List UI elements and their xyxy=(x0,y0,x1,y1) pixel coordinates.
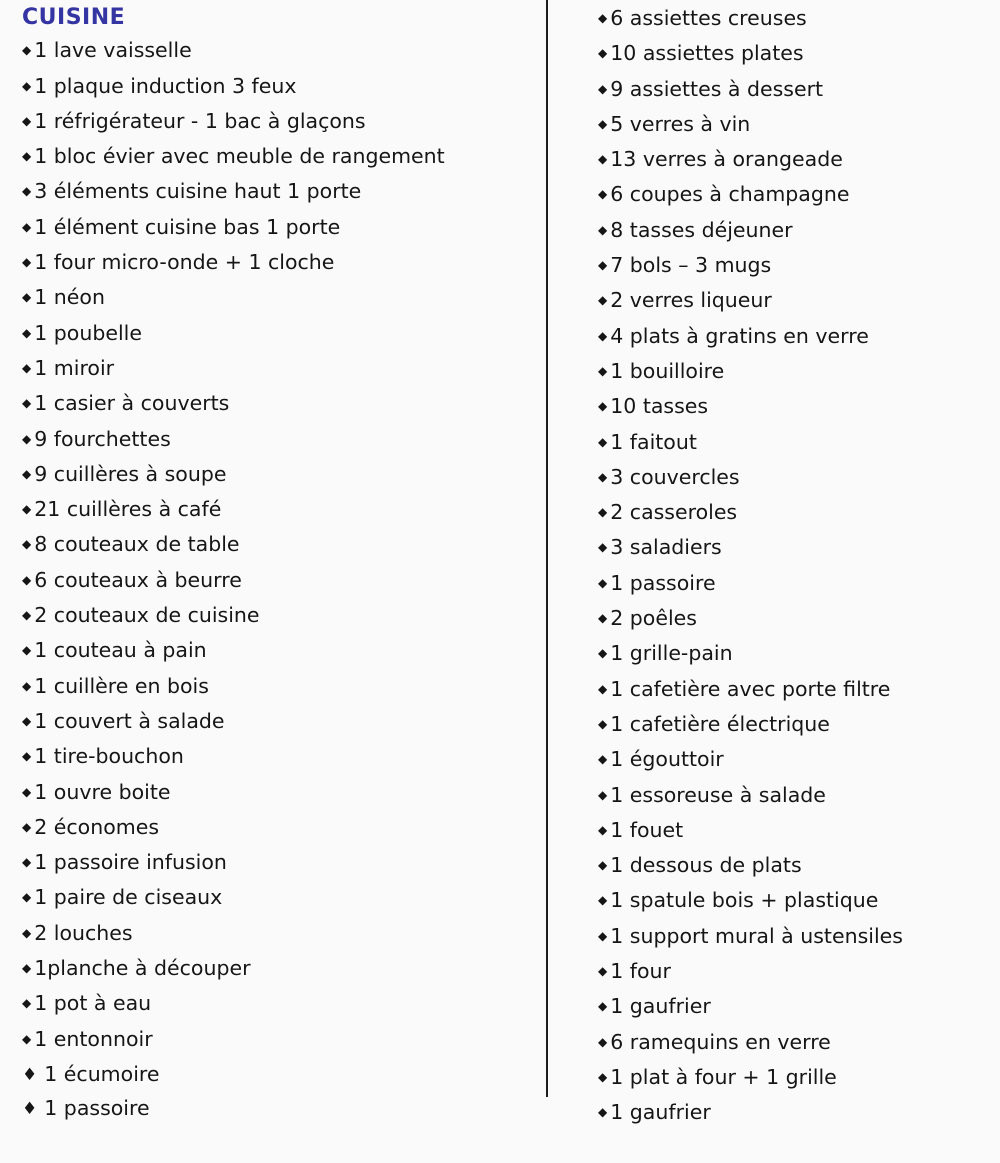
list-item xyxy=(598,390,993,425)
list-item xyxy=(598,673,993,708)
item-text: 1 paire de ciseaux xyxy=(34,885,223,910)
list-item xyxy=(22,34,532,69)
list-item xyxy=(22,1092,532,1126)
diamond-bullet-icon: ◆ xyxy=(598,11,608,25)
diamond-bullet-icon: ◆ xyxy=(598,928,608,943)
diamond-bullet-icon: ◆ xyxy=(22,184,32,199)
item-text: 3 saladiers xyxy=(610,535,722,560)
diamond-bullet-icon: ◆ xyxy=(22,678,32,693)
item-text: 1 passoire xyxy=(44,1096,150,1121)
diamond-bullet-icon: ◆ xyxy=(598,293,608,308)
diamond-bullet-icon: ◆ xyxy=(598,681,608,696)
diamond-bullet-icon: ♦ xyxy=(22,1099,38,1120)
list-item xyxy=(598,602,993,637)
right-item-list xyxy=(598,2,993,1132)
list-item xyxy=(22,740,532,775)
list-item xyxy=(22,987,532,1022)
item-text: 1 entonnoir xyxy=(34,1026,153,1051)
diamond-bullet-icon: ◆ xyxy=(598,363,608,378)
item-text: 1 réfrigérateur - 1 bac à glaçons xyxy=(34,108,366,133)
list-item xyxy=(22,634,532,669)
diamond-bullet-icon: ◆ xyxy=(22,396,32,411)
item-text: 1 four xyxy=(610,959,671,984)
list-item xyxy=(598,708,993,743)
item-text: 2 poêles xyxy=(610,606,697,631)
item-text: 9 assiettes à dessert xyxy=(610,76,824,101)
list-item xyxy=(598,920,993,955)
item-text: 2 louches xyxy=(34,920,133,945)
item-text: 6 couteaux à beurre xyxy=(34,567,242,592)
item-text: 6 coupes à champagne xyxy=(610,182,850,207)
item-text: 21 cuillères à café xyxy=(34,497,222,522)
diamond-bullet-icon: ◆ xyxy=(22,1031,32,1046)
item-text: 1 bouilloire xyxy=(610,358,725,383)
item-text: 13 verres à orangeade xyxy=(610,147,843,172)
diamond-bullet-icon: ◆ xyxy=(22,502,32,517)
item-text: 1 dessous de plats xyxy=(610,853,802,878)
item-text: 8 couteaux de table xyxy=(34,532,240,557)
item-text: 1 égouttoir xyxy=(610,747,724,772)
list-item xyxy=(22,387,532,422)
diamond-bullet-icon: ◆ xyxy=(598,646,608,661)
item-text: 1 plaque induction 3 feux xyxy=(34,73,297,98)
list-item xyxy=(22,281,532,316)
list-item xyxy=(22,846,532,881)
item-text: 1 cafetière avec porte filtre xyxy=(610,676,891,701)
list-item xyxy=(598,779,993,814)
list-item xyxy=(22,599,532,634)
diamond-bullet-icon: ◆ xyxy=(598,222,608,237)
list-item xyxy=(598,143,993,178)
item-text: 2 économes xyxy=(34,814,160,839)
left-item-list xyxy=(22,34,532,1126)
list-item xyxy=(598,284,993,319)
list-item xyxy=(598,214,993,249)
list-item xyxy=(22,952,532,987)
diamond-bullet-icon: ◆ xyxy=(598,893,608,908)
item-text: 6 ramequins en verre xyxy=(610,1029,831,1054)
item-text: 1 plat à four + 1 grille xyxy=(610,1064,837,1089)
diamond-bullet-icon: ◆ xyxy=(598,716,608,731)
item-text: 4 plats à gratins en verre xyxy=(610,323,869,348)
diamond-bullet-icon: ◆ xyxy=(598,1069,608,1084)
diamond-bullet-icon: ◆ xyxy=(22,749,32,764)
diamond-bullet-icon: ◆ xyxy=(598,46,608,61)
diamond-bullet-icon: ◆ xyxy=(598,152,608,167)
item-text: 9 cuillères à soupe xyxy=(34,461,227,486)
diamond-bullet-icon: ◆ xyxy=(22,360,32,375)
diamond-bullet-icon: ◆ xyxy=(598,858,608,873)
item-text: 1 miroir xyxy=(34,355,115,380)
list-item xyxy=(598,73,993,108)
list-item xyxy=(598,1061,993,1096)
diamond-bullet-icon: ◆ xyxy=(22,537,32,552)
item-text: 1 tire-bouchon xyxy=(34,744,184,769)
diamond-bullet-icon: ◆ xyxy=(22,996,32,1011)
diamond-bullet-icon: ◆ xyxy=(598,1034,608,1049)
right-column xyxy=(598,2,993,1132)
item-text: 1 écumoire xyxy=(44,1061,160,1086)
list-item xyxy=(598,320,993,355)
diamond-bullet-icon: ◆ xyxy=(598,81,608,96)
list-item xyxy=(598,567,993,602)
list-item xyxy=(22,352,532,387)
list-item xyxy=(598,37,993,72)
diamond-bullet-icon: ◆ xyxy=(22,325,32,340)
list-item xyxy=(22,211,532,246)
diamond-bullet-icon: ◆ xyxy=(22,466,32,481)
item-text: 10 assiettes plates xyxy=(610,41,804,66)
list-item xyxy=(598,743,993,778)
list-item xyxy=(22,246,532,281)
diamond-bullet-icon: ◆ xyxy=(22,819,32,834)
diamond-bullet-icon: ◆ xyxy=(598,611,608,626)
item-text: 7 bols – 3 mugs xyxy=(610,253,772,278)
list-item xyxy=(22,811,532,846)
list-item xyxy=(598,461,993,496)
item-text: 1 cafetière électrique xyxy=(610,711,830,736)
item-text: 1 poubelle xyxy=(34,320,142,345)
diamond-bullet-icon: ◆ xyxy=(598,964,608,979)
diamond-bullet-icon: ◆ xyxy=(598,187,608,202)
diamond-bullet-icon: ◆ xyxy=(598,575,608,590)
list-item xyxy=(598,178,993,213)
list-item xyxy=(598,990,993,1025)
diamond-bullet-icon: ◆ xyxy=(22,784,32,799)
diamond-bullet-icon: ◆ xyxy=(22,643,32,658)
diamond-bullet-icon: ◆ xyxy=(22,961,32,976)
list-item xyxy=(22,70,532,105)
list-item xyxy=(22,317,532,352)
list-item xyxy=(598,496,993,531)
item-text: 1 pot à eau xyxy=(34,991,152,1016)
list-item xyxy=(598,531,993,566)
diamond-bullet-icon: ◆ xyxy=(598,469,608,484)
diamond-bullet-icon: ◆ xyxy=(22,713,32,728)
item-text: 1 néon xyxy=(34,285,105,310)
diamond-bullet-icon: ♦ xyxy=(22,1064,38,1085)
diamond-bullet-icon: ◆ xyxy=(22,855,32,870)
list-item xyxy=(22,1058,532,1092)
list-item xyxy=(22,423,532,458)
list-item xyxy=(598,884,993,919)
diamond-bullet-icon: ◆ xyxy=(22,290,32,305)
diamond-bullet-icon: ◆ xyxy=(598,328,608,343)
item-text: 1 faitout xyxy=(610,429,697,454)
item-text: 1 gaufrier xyxy=(610,994,711,1019)
item-text: 1 passoire xyxy=(610,570,716,595)
list-item xyxy=(22,175,532,210)
item-text: 1 ouvre boite xyxy=(34,779,171,804)
item-text: 1planche à découper xyxy=(34,956,251,981)
diamond-bullet-icon: ◆ xyxy=(598,116,608,131)
item-text: 1 couteau à pain xyxy=(34,638,207,663)
diamond-bullet-icon: ◆ xyxy=(598,787,608,802)
list-item xyxy=(598,2,993,37)
item-text: 2 casseroles xyxy=(610,500,738,525)
diamond-bullet-icon: ◆ xyxy=(598,434,608,449)
list-item xyxy=(598,249,993,284)
item-text: 8 tasses déjeuner xyxy=(610,217,793,242)
item-text: 2 couteaux de cuisine xyxy=(34,603,260,628)
diamond-bullet-icon: ◆ xyxy=(598,540,608,555)
list-item xyxy=(598,426,993,461)
diamond-bullet-icon: ◆ xyxy=(22,43,32,58)
column-divider-line xyxy=(546,0,548,1097)
item-text: 10 tasses xyxy=(610,394,709,419)
item-text: 1 four micro-onde + 1 cloche xyxy=(34,250,335,275)
list-item xyxy=(22,458,532,493)
diamond-bullet-icon: ◆ xyxy=(22,925,32,940)
list-item xyxy=(598,108,993,143)
diamond-bullet-icon: ◆ xyxy=(598,399,608,414)
list-item xyxy=(598,955,993,990)
item-text: 6 assiettes creuses xyxy=(610,6,807,30)
diamond-bullet-icon: ◆ xyxy=(22,78,32,93)
item-text: 1 passoire infusion xyxy=(34,850,227,875)
diamond-bullet-icon: ◆ xyxy=(22,608,32,623)
list-item xyxy=(598,637,993,672)
list-item xyxy=(22,564,532,599)
item-text: 9 fourchettes xyxy=(34,426,171,451)
list-item xyxy=(22,105,532,140)
item-text: 3 éléments cuisine haut 1 porte xyxy=(34,179,362,204)
list-item xyxy=(22,670,532,705)
list-item xyxy=(22,705,532,740)
item-text: 1 spatule bois + plastique xyxy=(610,888,879,913)
list-item xyxy=(22,881,532,916)
diamond-bullet-icon: ◆ xyxy=(22,219,32,234)
diamond-bullet-icon: ◆ xyxy=(22,149,32,164)
item-text: 1 lave vaisselle xyxy=(34,38,192,63)
diamond-bullet-icon: ◆ xyxy=(22,255,32,270)
item-text: 2 verres liqueur xyxy=(610,288,772,313)
list-item xyxy=(22,493,532,528)
list-item xyxy=(598,1096,993,1131)
item-text: 5 verres à vin xyxy=(610,111,751,136)
diamond-bullet-icon: ◆ xyxy=(598,999,608,1014)
list-item xyxy=(598,814,993,849)
left-column xyxy=(22,2,532,1127)
diamond-bullet-icon: ◆ xyxy=(598,1105,608,1120)
diamond-bullet-icon: ◆ xyxy=(598,258,608,273)
diamond-bullet-icon: ◆ xyxy=(22,431,32,446)
item-text: 1 cuillère en bois xyxy=(34,673,209,698)
item-text: 1 support mural à ustensiles xyxy=(610,923,903,948)
list-item xyxy=(22,917,532,952)
list-item xyxy=(598,1026,993,1061)
diamond-bullet-icon: ◆ xyxy=(22,890,32,905)
list-item xyxy=(22,140,532,175)
item-text: 3 couvercles xyxy=(610,464,740,489)
list-item xyxy=(22,1023,532,1058)
item-text: 1 gaufrier xyxy=(610,1100,711,1125)
page-title: CUISINE xyxy=(22,5,126,30)
list-item xyxy=(598,849,993,884)
item-text: 1 fouet xyxy=(610,817,684,842)
item-text: 1 casier à couverts xyxy=(34,391,230,416)
diamond-bullet-icon: ◆ xyxy=(598,505,608,520)
diamond-bullet-icon: ◆ xyxy=(22,572,32,587)
list-item xyxy=(22,776,532,811)
item-text: 1 grille-pain xyxy=(610,641,733,666)
item-text: 1 bloc évier avec meuble de rangement xyxy=(34,144,445,169)
item-text: 1 couvert à salade xyxy=(34,708,225,733)
diamond-bullet-icon: ◆ xyxy=(598,822,608,837)
list-item xyxy=(22,528,532,563)
list-item xyxy=(598,355,993,390)
diamond-bullet-icon: ◆ xyxy=(22,113,32,128)
item-text: 1 essoreuse à salade xyxy=(610,782,826,807)
diamond-bullet-icon: ◆ xyxy=(598,752,608,767)
item-text: 1 élément cuisine bas 1 porte xyxy=(34,214,341,239)
